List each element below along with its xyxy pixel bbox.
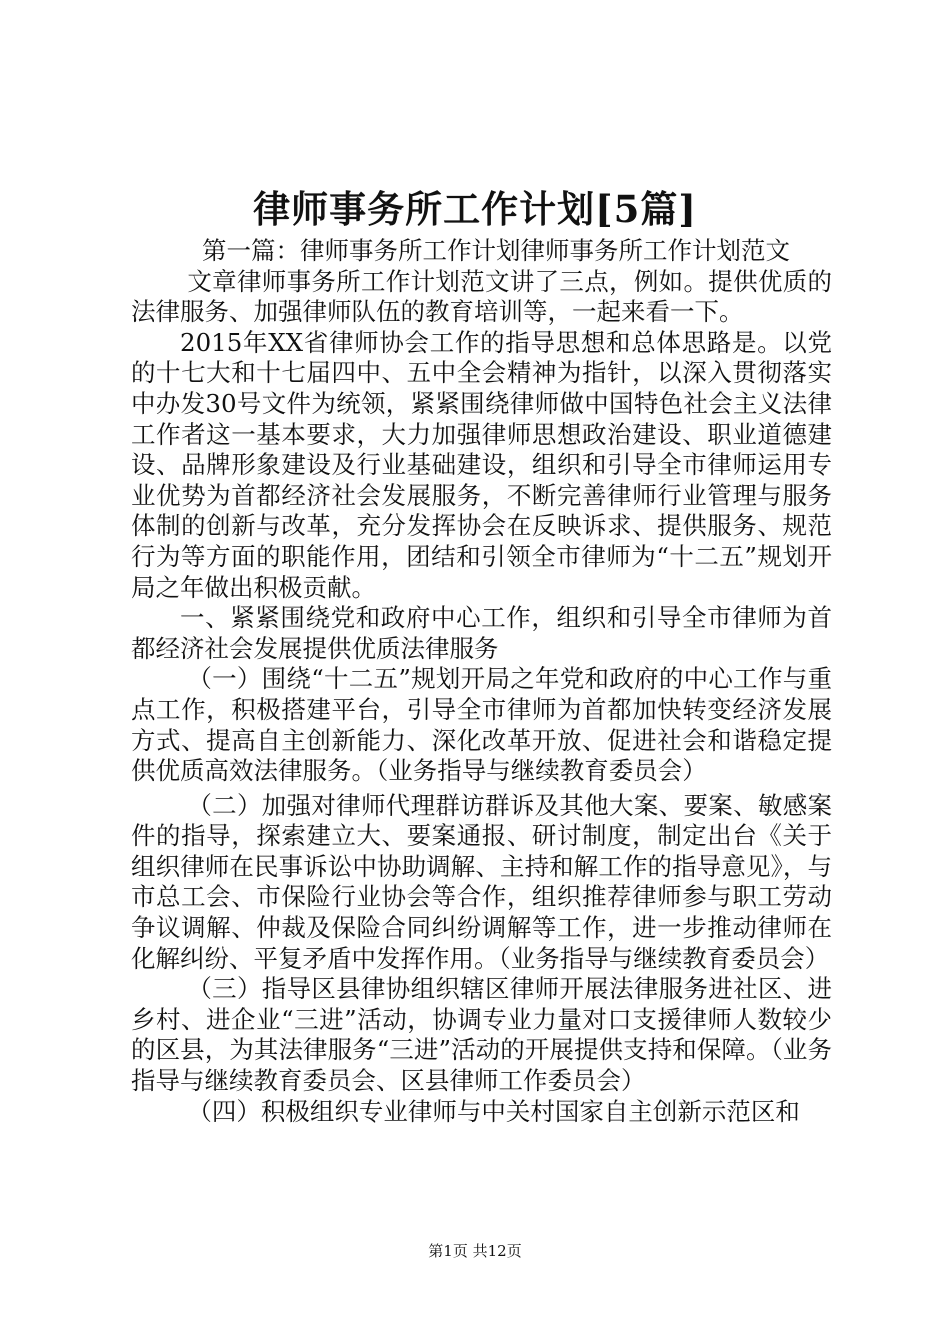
paragraph-7: （三）指导区县律协组织辖区律师开展法律服务进社区、进乡村、进企业“三进”活动，协调专业力量对口支援律师人数较少的区县，为其法律服务“三进”活动的开展提供支持和保障。（业务指导与继续教育委员会、区县律师工作委员会）	[131, 974, 832, 1096]
page-footer: 第1页 共12页	[428, 1242, 522, 1260]
paragraph-6: （二）加强对律师代理群访群诉及其他大案、要案、敏感案件的指导，探索建立大、要案通报、研讨制度，制定出台《关于组织律师在民事诉讼中协助调解、主持和解工作的指导意见》，与市总工会、市保险行业协会等合作，组织推荐律师参与职工劳动争议调解、仲裁及保险合同纠纷调解等工作，进一步推动律师在化解纠纷、平复矛盾中发挥作用。（业务指导与继续教育委员会）	[131, 790, 832, 973]
paragraph-1: 第一篇：律师事务所工作计划律师事务所工作计划范文	[202, 236, 790, 265]
paragraph-4: 一、紧紧围绕党和政府中心工作，组织和引导全市律师为首都经济社会发展提供优质法律服务	[131, 603, 832, 663]
document-title: 律师事务所工作计划[5篇]	[253, 187, 697, 231]
paragraph-2: 文章律师事务所工作计划范文讲了三点，例如。提供优质的法律服务、加强律师队伍的教育培训等，一起来看一下。	[131, 266, 832, 327]
document-body	[131, 236, 832, 1127]
paragraph-8: （四）积极组织专业律师与中关村国家自主创新示范区和	[187, 1096, 800, 1126]
paragraph-3: 2015年XX省律师协会工作的指导思想和总体思路是。以党的十七大和十七届四中、五中全会精神为指针，以深入贯彻落实中办发30号文件为统领，紧紧围绕律师做中国特色社会主义法律工作者这一基本要求，大力加强律师思想政治建设、职业道德建设、品牌形象建设及行业基础建设，组织和引导全市律师运用专业优势为首都经济社会发展服务，不断完善律师行业管理与服务体制的创新与改革，充分发挥协会在反映诉求、提供服务、规范行为等方面的职能作用，团结和引领全市律师为“十二五”规划开局之年做出积极贡献。	[131, 327, 832, 602]
paragraph-5: （一）围绕“十二五”规划开局之年党和政府的中心工作与重点工作，积极搭建平台，引导全市律师为首都加快转变经济发展方式、提高自主创新能力、深化改革开放、促进社会和谐稳定提供优质高效法律服务。（业务指导与继续教育委员会）	[131, 664, 832, 786]
